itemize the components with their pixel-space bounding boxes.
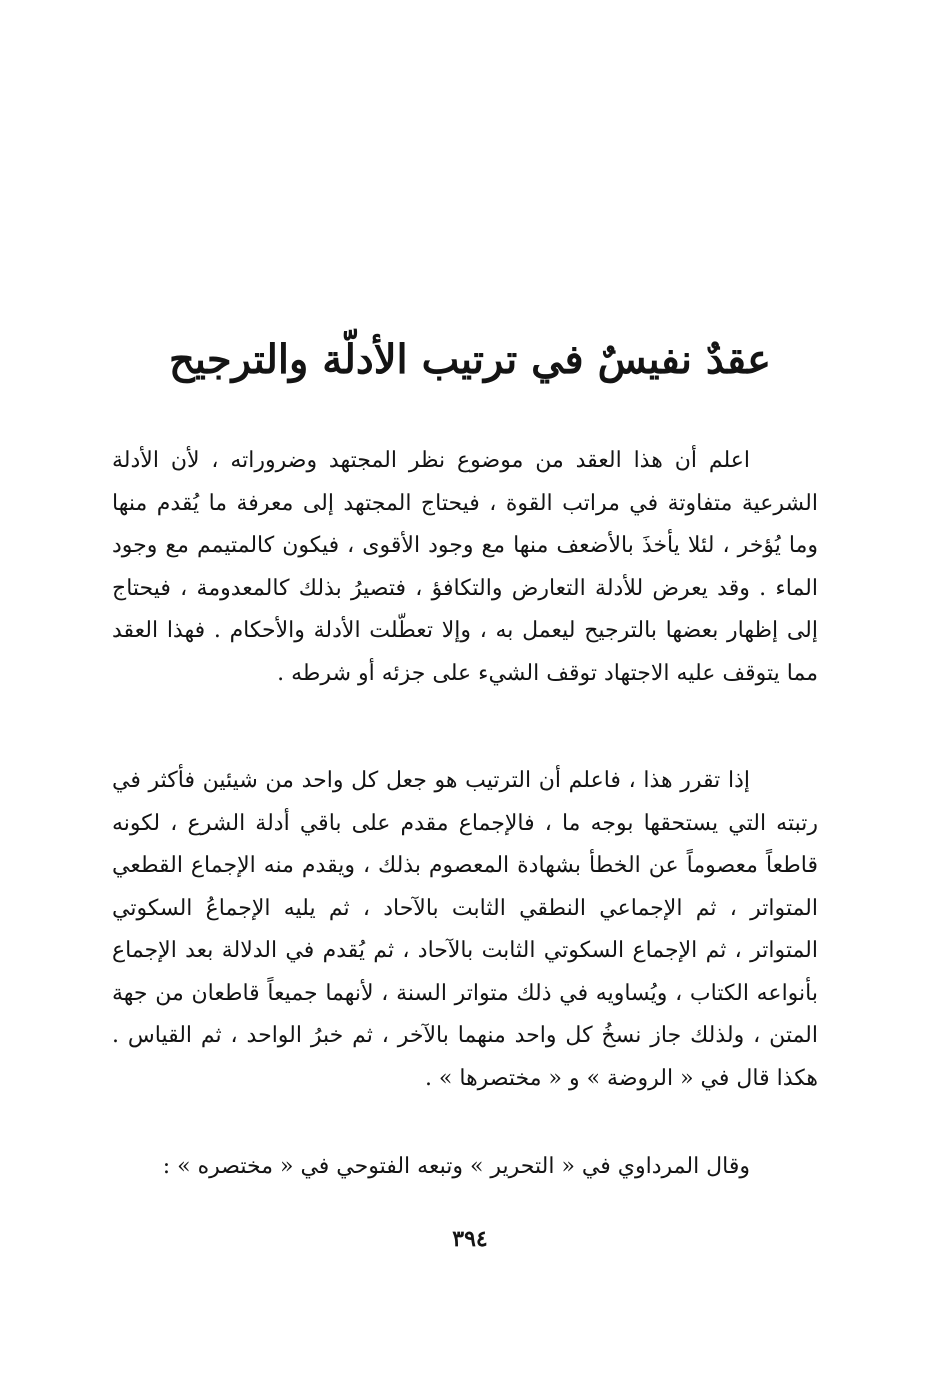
paragraph-text: إذا تقرر هذا ، فاعلم أن الترتيب هو جعل كل واحد من شيئين فأكثر في رتبته التي يستحقها بوجه ما ، فالإجماع مقدم على باقي أدلة الشرع ، لكونه قاطعاً معصوماً عن الخطأ بشهادة المعصوم بذلك ، ويقدم منه الإجماع القطعي المتواتر ، ثم الإجماعي النطقي الثابت بالآحاد ، ثم يليه الإجماعُ السكوتي المتواتر ، ثم الإجماع السكوتي الثابت بالآحاد ، ثم يُقدم في الدلالة بعد الإجماع بأنواعه الكتاب ، ويُساويه في ذلك متواتر السنة ، لأنهما جميعاً قاطعان من جهة المتن ، ولذلك جاز نسخُ كل واحد منهما بالآخر ، ثم خبرُ الواحد ، ثم القياس . هكذا قال في « الروضة » و « مختصرها » . [112,768,818,1091]
page-number: ٣٩٤ [452,1226,488,1252]
section-title: عقدٌ نفيسٌ في ترتيب الأدلّة والترجيح [168,336,772,383]
paragraph-1 [112,440,818,695]
paragraph-text: اعلم أن هذا العقد من موضوع نظر المجتهد وضروراته ، لأن الأدلة الشرعية متفاوتة في مراتب القوة ، فيحتاج المجتهد إلى معرفة ما يُقدم منها وما يُؤخر ، لئلا يأخذَ بالأضعف منها مع وجود الأقوى ، فيكون كالمتيمم مع وجود الماء . وقد يعرض للأدلة التعارض والتكافؤ ، فتصيرُ بذلك كالمعدومة ، فيحتاج إلى إظهار بعضها بالترجيح ليعمل به ، وإلا تعطّلت الأدلة والأحكام . فهذا العقد مما يتوقف عليه الاجتهاد توقف الشيء على جزئه أو شرطه . [112,448,818,686]
paragraph-3 [112,1146,818,1189]
paragraph-text: وقال المرداوي في « التحرير » وتبعه الفتوحي في « مختصره » : [162,1154,750,1179]
paragraph-2 [112,760,818,1100]
